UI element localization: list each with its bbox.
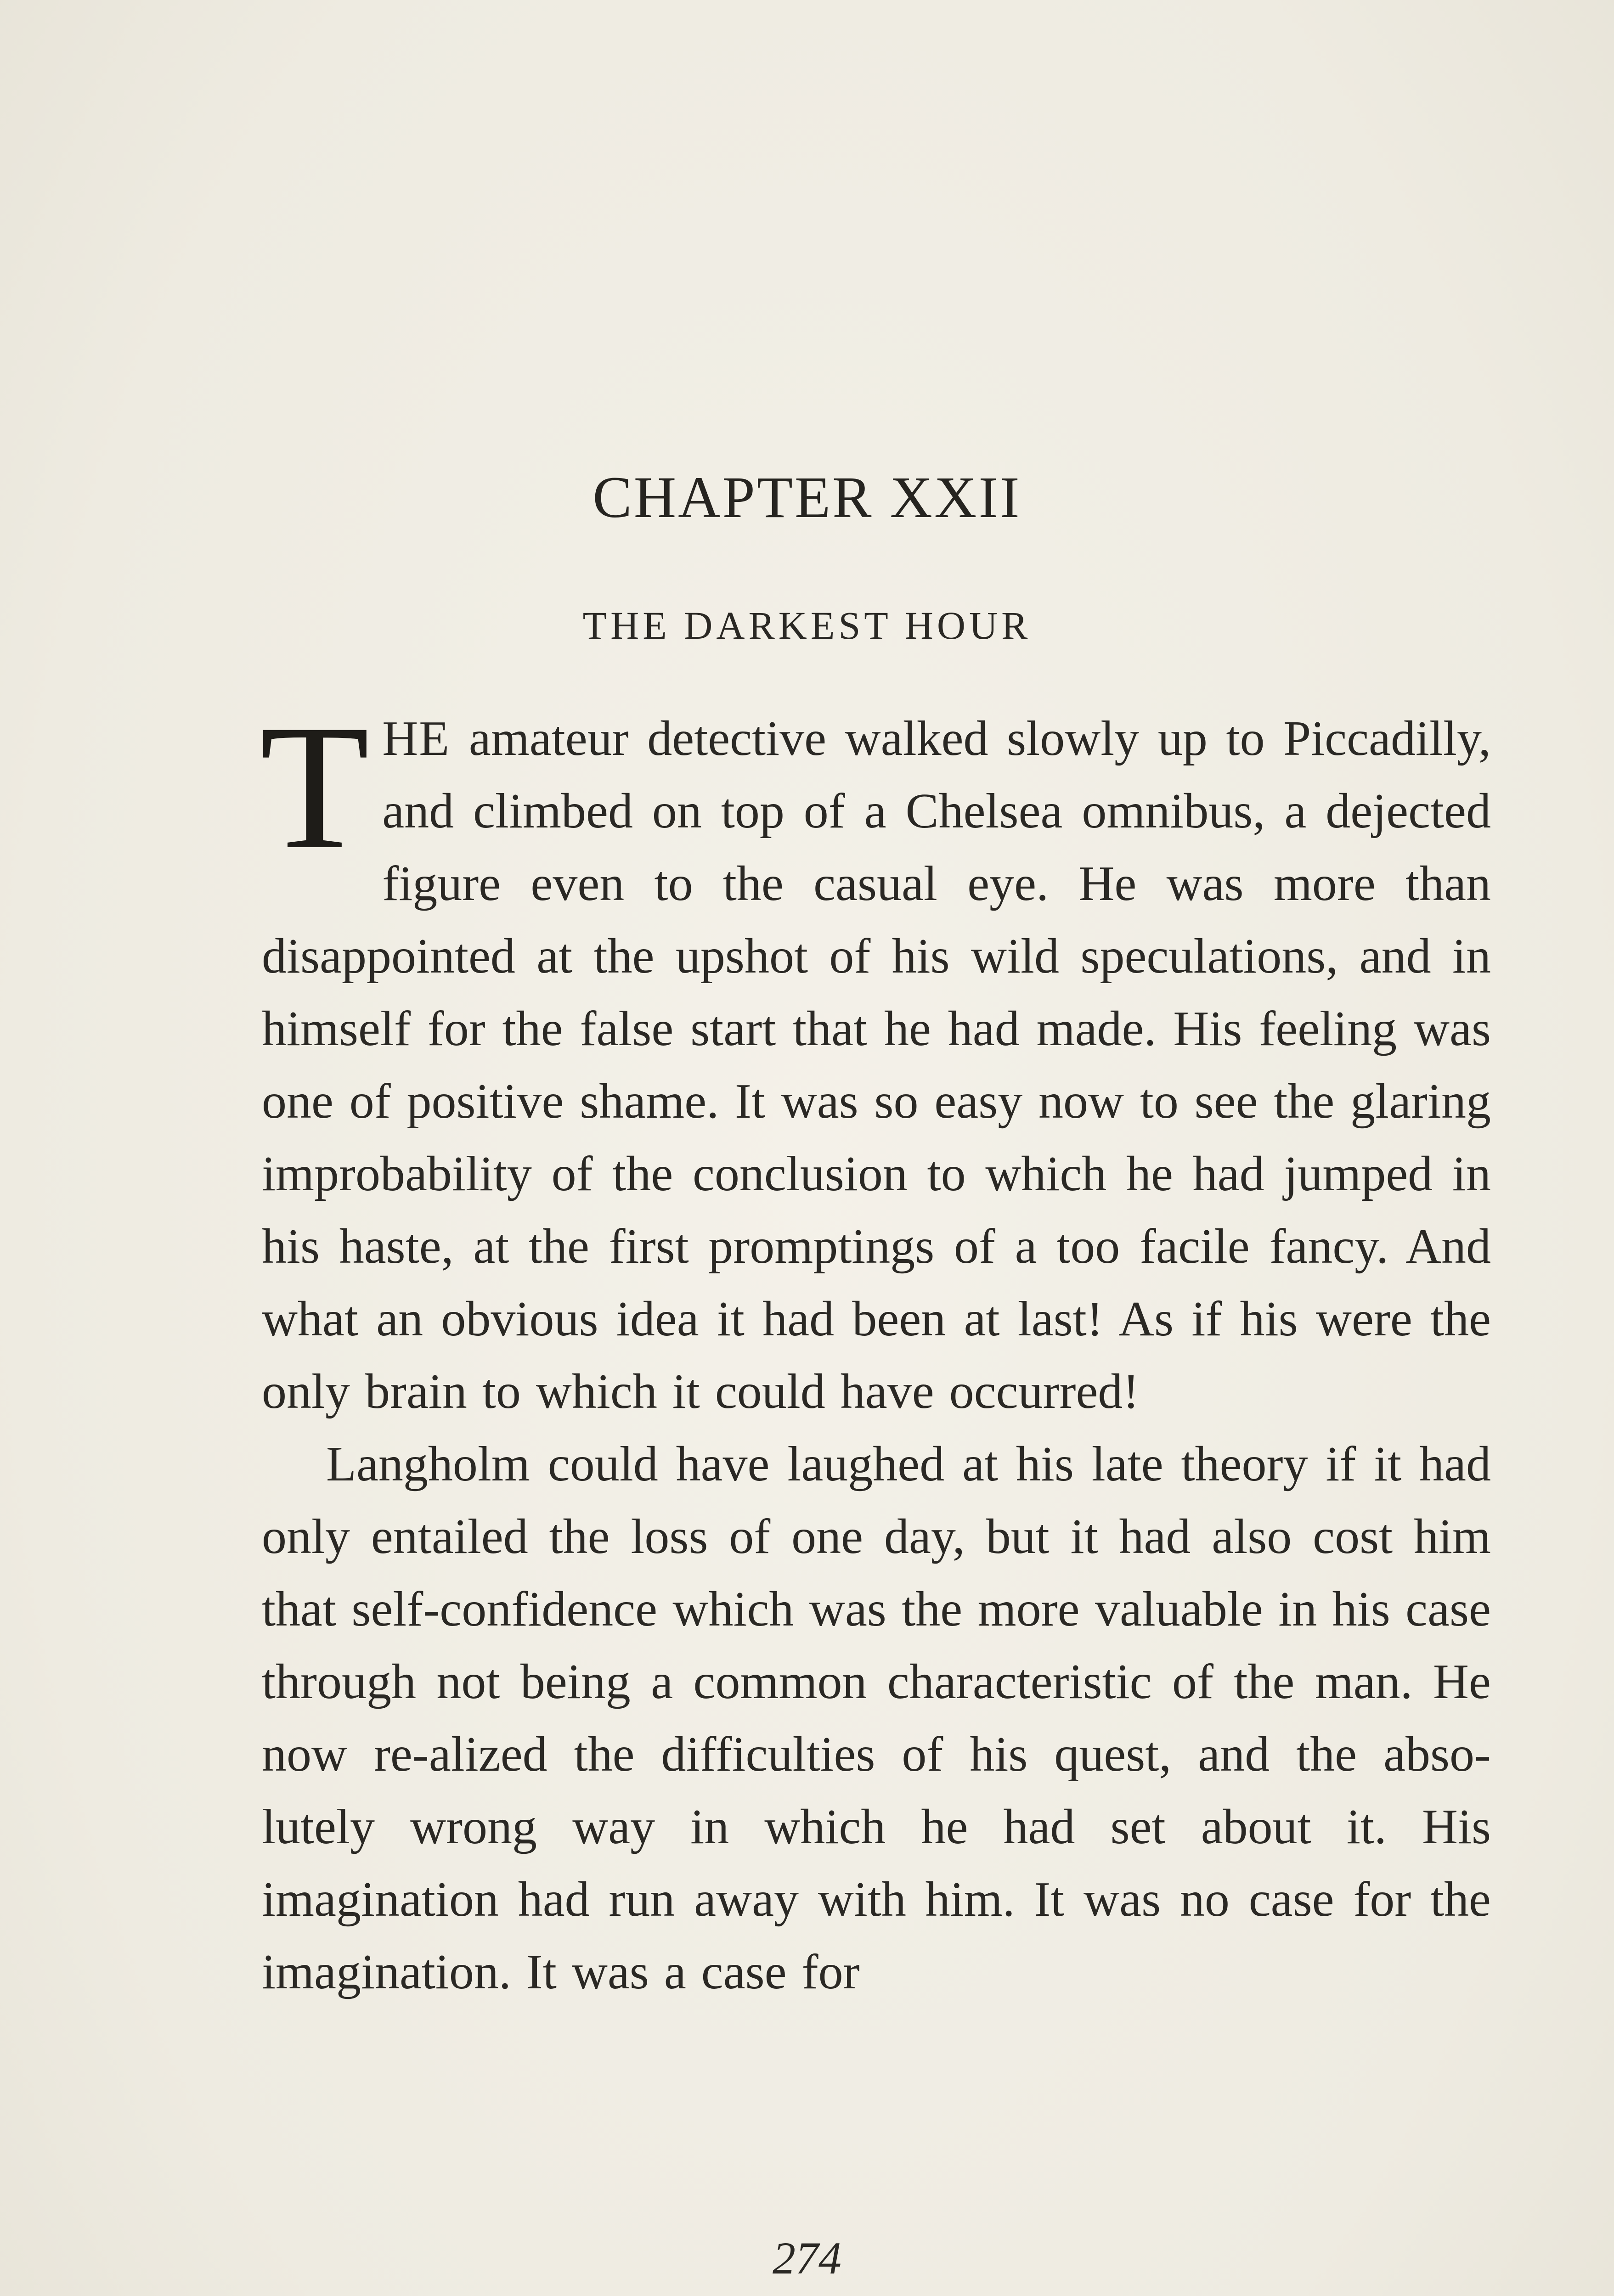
drop-cap: T — [260, 688, 370, 886]
paragraph-1-text: amateur detective walked slowly up to Piccadilly, and climbed on top of a Chelsea omnibus, a dejected figure even to the casual eye. He was more than disappointed at the upshot of his wild speculations, and in himself for the false start that he had made. His feeling was one of positive shame. It was so easy now to see the glaring improbability of the conclusion to which he had jumped in his haste, at the first promptings of a too facile fancy. And what an obvious idea it had been at last! As if his were the only brain to which it could have occurred! — [262, 711, 1491, 1419]
lead-caps: HE — [382, 711, 451, 766]
chapter-subtitle: THE DARKEST HOUR — [582, 603, 1032, 647]
chapter-title: CHAPTER XXII — [593, 465, 1021, 530]
paragraph-2: Langholm could have laughed at his late theory if it had only entailed the loss of one day, but it had also cost him that self-confidence which was the more valuable in his case through not being a common characteristic of the man. He now re-alized the difficulties of his quest, and the abso-lutely wrong way in which he had set about it. His imagination had run away with him. It was no case for the imagination. It was a case for — [262, 1437, 1491, 1999]
chapter-body — [260, 688, 1491, 2009]
paragraph-1 — [260, 688, 1491, 1428]
page-number: 274 — [773, 2233, 841, 2284]
